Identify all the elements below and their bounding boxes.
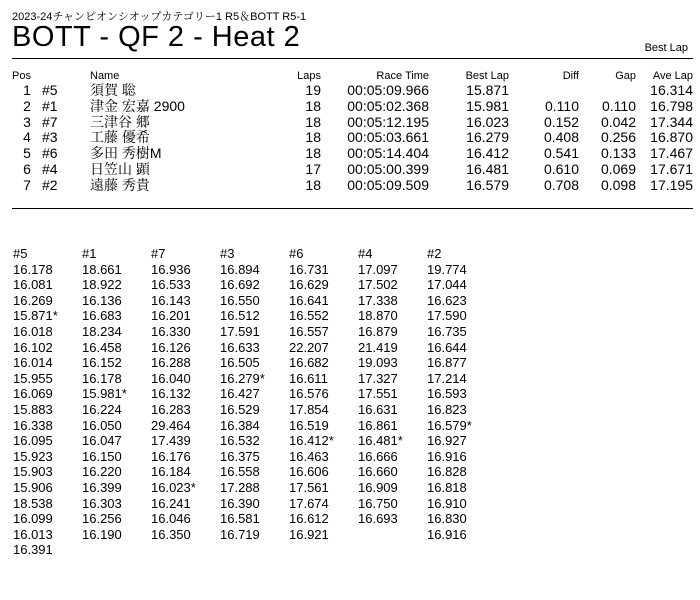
lap-time: 16.095 [13, 433, 53, 449]
lap-time: 16.629 [289, 277, 329, 293]
lap-time: 29.464 [151, 417, 191, 433]
lap-time: 16.152 [82, 355, 122, 371]
result-diff: 0.152 [543, 113, 579, 130]
lap-time: 15.955 [13, 370, 53, 386]
result-race-time: 00:05:03.661 [347, 129, 429, 146]
result-ave-lap: 16.798 [650, 97, 693, 114]
lap-time: 16.552 [289, 308, 329, 324]
lap-time: 16.102 [13, 339, 53, 355]
result-laps: 18 [305, 113, 321, 130]
lap-time: 16.861 [358, 417, 398, 433]
lap-time: 15.923 [13, 448, 53, 464]
result-best-lap: 16.579 [466, 176, 509, 193]
lap-time: 15.871* [13, 308, 58, 324]
lap-time: 17.288 [220, 479, 260, 495]
lap-time: 17.439 [151, 433, 191, 449]
lap-column [82, 246, 151, 558]
lap-time: 17.327 [358, 370, 398, 386]
result-number: #1 [42, 97, 58, 114]
result-name: 日笠山 顕 [90, 160, 150, 177]
lap-time: 16.384 [220, 417, 260, 433]
result-laps: 19 [305, 82, 321, 98]
col-pos: Pos [12, 70, 31, 82]
lap-time: 16.576 [289, 386, 329, 402]
result-pos: 4 [23, 129, 31, 146]
lap-time: 16.399 [82, 479, 122, 495]
lap-time: 16.178 [82, 370, 122, 386]
lap-time: 18.234 [82, 323, 122, 339]
lap-column-kart: #6 [289, 246, 304, 261]
lap-time: 16.190 [82, 526, 122, 542]
lap-time: 16.014 [13, 355, 53, 371]
result-name: 三津谷 郷 [90, 113, 150, 130]
lap-column-kart: #7 [151, 246, 166, 261]
results-divider [12, 208, 693, 209]
result-pos: 3 [23, 113, 31, 130]
lap-time: 16.683 [82, 308, 122, 324]
lap-time: 16.641 [289, 292, 329, 308]
lap-times-grid [13, 246, 496, 558]
lap-time: 16.303 [82, 495, 122, 511]
lap-time: 18.538 [13, 495, 53, 511]
lap-time: 16.936 [151, 261, 191, 277]
result-laps: 18 [305, 97, 321, 114]
result-laps: 18 [305, 145, 321, 162]
lap-time: 16.660 [358, 464, 398, 480]
result-race-time: 00:05:09.966 [347, 82, 429, 98]
lap-time: 16.666 [358, 448, 398, 464]
lap-column [358, 246, 427, 558]
lap-time: 16.330 [151, 323, 191, 339]
lap-time: 16.279* [220, 370, 265, 386]
lap-time: 16.611 [289, 370, 328, 386]
col-name: Name [90, 70, 120, 82]
lap-time: 16.916 [427, 526, 467, 542]
lap-time: 17.044 [427, 277, 467, 293]
lap-time: 16.519 [289, 417, 329, 433]
lap-time: 16.719 [220, 526, 260, 542]
lap-time: 16.463 [289, 448, 329, 464]
lap-time: 16.283 [151, 401, 191, 417]
lap-time: 16.069 [13, 386, 53, 402]
lap-time: 15.981* [82, 386, 127, 402]
result-race-time: 00:05:12.195 [347, 113, 429, 130]
result-number: #4 [42, 160, 58, 177]
result-ave-lap: 17.671 [650, 160, 693, 177]
lap-time: 16.099 [13, 511, 53, 527]
lap-time: 16.013 [13, 526, 53, 542]
lap-time: 15.903 [13, 464, 53, 480]
result-diff: 0.708 [543, 176, 579, 193]
lap-time: 16.018 [13, 323, 53, 339]
lap-time: 17.590 [427, 308, 467, 324]
lap-column [13, 246, 82, 558]
lap-time: 17.591 [220, 323, 260, 339]
result-laps: 18 [305, 129, 321, 146]
col-gap: Gap [615, 70, 636, 82]
lap-time: 16.023* [151, 479, 196, 495]
lap-time: 16.040 [151, 370, 191, 386]
lap-time: 16.879 [358, 323, 398, 339]
lap-time: 16.692 [220, 277, 260, 293]
result-ave-lap: 16.314 [650, 82, 693, 98]
lap-time: 16.529 [220, 401, 260, 417]
lap-time: 16.220 [82, 464, 122, 480]
lap-time: 16.241 [151, 495, 191, 511]
lap-time: 17.214 [427, 370, 467, 386]
lap-column-kart: #1 [82, 246, 97, 261]
lap-time: 16.916 [427, 448, 467, 464]
lap-time: 16.427 [220, 386, 260, 402]
result-best-lap: 16.023 [466, 113, 509, 130]
result-ave-lap: 17.467 [650, 145, 693, 162]
lap-time: 15.906 [13, 479, 53, 495]
lap-time: 22.207 [289, 339, 329, 355]
result-laps: 17 [305, 160, 321, 177]
lap-time: 16.644 [427, 339, 467, 355]
lap-time: 16.581 [220, 511, 260, 527]
lap-time: 16.136 [82, 292, 122, 308]
lap-column [427, 246, 496, 558]
lap-time: 16.558 [220, 464, 260, 480]
lap-time: 16.910 [427, 495, 467, 511]
lap-time: 16.830 [427, 511, 467, 527]
result-race-time: 00:05:02.368 [347, 97, 429, 114]
lap-time: 16.150 [82, 448, 122, 464]
result-pos: 1 [23, 82, 31, 98]
lap-time: 17.561 [289, 479, 329, 495]
best-lap-label: Best Lap [644, 42, 688, 54]
lap-time: 16.894 [220, 261, 260, 277]
result-diff: 0.541 [543, 145, 579, 162]
lap-time: 16.606 [289, 464, 329, 480]
lap-time: 16.412* [289, 433, 334, 449]
lap-time: 16.201 [151, 308, 191, 324]
result-number: #2 [42, 176, 58, 193]
lap-column [220, 246, 289, 558]
result-name: 津金 宏嘉 2900 [90, 97, 185, 114]
result-name: 工藤 優希 [90, 129, 150, 146]
lap-time: 17.502 [358, 277, 398, 293]
table-row [12, 146, 693, 162]
lap-time: 17.338 [358, 292, 398, 308]
lap-time: 16.877 [427, 355, 467, 371]
table-row [12, 99, 693, 115]
result-diff: 0.110 [545, 97, 579, 114]
lap-time: 16.338 [13, 417, 53, 433]
lap-time: 16.579* [427, 417, 472, 433]
results-header-row [12, 69, 693, 83]
result-name: 遠藤 秀貴 [90, 176, 150, 193]
lap-time: 16.481* [358, 433, 403, 449]
lap-time: 19.093 [358, 355, 398, 371]
result-gap: 0.042 [600, 113, 636, 130]
lap-time: 16.176 [151, 448, 191, 464]
lap-time: 16.735 [427, 323, 467, 339]
lap-time: 17.097 [358, 261, 398, 277]
result-ave-lap: 17.195 [650, 176, 693, 193]
lap-time: 16.350 [151, 526, 191, 542]
lap-time: 16.623 [427, 292, 467, 308]
lap-time: 16.750 [358, 495, 398, 511]
lap-time: 16.550 [220, 292, 260, 308]
table-row [12, 178, 693, 194]
result-pos: 5 [23, 145, 31, 162]
lap-time: 17.551 [358, 386, 398, 402]
result-diff: 0.408 [543, 129, 579, 146]
lap-time: 16.505 [220, 355, 260, 371]
lap-time: 16.126 [151, 339, 191, 355]
lap-time: 16.288 [151, 355, 191, 371]
col-race-time: Race Time [376, 70, 429, 82]
result-ave-lap: 16.870 [650, 129, 693, 146]
lap-time: 16.178 [13, 261, 53, 277]
lap-time: 16.458 [82, 339, 122, 355]
lap-time: 16.269 [13, 292, 53, 308]
lap-time: 16.693 [358, 511, 398, 527]
result-gap: 0.069 [600, 160, 636, 177]
lap-time: 16.375 [220, 448, 260, 464]
result-gap: 0.133 [600, 145, 636, 162]
event-subtitle: 2023-24チャンピオンシオップカテゴリー1 R5＆BOTT R5-1 [12, 11, 307, 23]
header-divider [12, 58, 693, 59]
lap-time: 16.132 [151, 386, 191, 402]
lap-time: 16.390 [220, 495, 260, 511]
lap-time: 16.612 [289, 511, 329, 527]
lap-time: 16.224 [82, 401, 122, 417]
result-number: #3 [42, 129, 58, 146]
lap-column-kart: #3 [220, 246, 235, 261]
lap-time: 16.050 [82, 417, 122, 433]
results-table [12, 69, 693, 194]
lap-time: 16.909 [358, 479, 398, 495]
result-pos: 7 [23, 176, 31, 193]
lap-time: 18.661 [82, 261, 122, 277]
lap-time: 16.631 [358, 401, 398, 417]
lap-time: 16.731 [289, 261, 329, 277]
result-name: 須賀 聡 [90, 82, 136, 98]
result-name: 多田 秀樹M [90, 145, 162, 162]
lap-time: 16.818 [427, 479, 467, 495]
lap-column [151, 246, 220, 558]
result-best-lap: 16.481 [466, 160, 509, 177]
result-number: #6 [42, 145, 58, 162]
result-laps: 18 [305, 176, 321, 193]
lap-time: 16.557 [289, 323, 329, 339]
table-row [12, 115, 693, 131]
lap-time: 16.823 [427, 401, 467, 417]
result-race-time: 00:05:00.399 [347, 160, 429, 177]
lap-time: 17.674 [289, 495, 329, 511]
lap-time: 16.828 [427, 464, 467, 480]
lap-time: 16.184 [151, 464, 191, 480]
result-pos: 6 [23, 160, 31, 177]
lap-time: 18.870 [358, 308, 398, 324]
result-best-lap: 15.871 [466, 82, 509, 98]
lap-time: 16.927 [427, 433, 467, 449]
result-gap [579, 83, 636, 99]
lap-time: 16.532 [220, 433, 260, 449]
result-gap: 0.110 [602, 97, 636, 114]
col-laps: Laps [297, 70, 321, 82]
lap-time: 16.682 [289, 355, 329, 371]
lap-time: 16.046 [151, 511, 191, 527]
lap-time: 16.143 [151, 292, 191, 308]
lap-time: 16.047 [82, 433, 122, 449]
result-gap: 0.256 [600, 129, 636, 146]
col-diff: Diff [562, 70, 579, 82]
result-race-time: 00:05:14.404 [347, 145, 429, 162]
lap-time: 16.512 [220, 308, 260, 324]
lap-time: 16.633 [220, 339, 260, 355]
lap-column-kart: #4 [358, 246, 373, 261]
result-number: #7 [42, 113, 58, 130]
lap-column [289, 246, 358, 558]
result-ave-lap: 17.344 [650, 113, 693, 130]
result-diff [509, 83, 579, 99]
results-body [12, 83, 693, 194]
result-gap: 0.098 [600, 176, 636, 193]
result-best-lap: 15.981 [466, 97, 509, 114]
result-race-time: 00:05:09.509 [347, 176, 429, 193]
lap-column-kart: #2 [427, 246, 442, 261]
lap-time: 19.774 [427, 261, 467, 277]
result-best-lap: 16.279 [466, 129, 509, 146]
lap-time: 16.533 [151, 277, 191, 293]
lap-time: 16.391 [13, 542, 53, 558]
lap-time: 16.081 [13, 277, 53, 293]
result-number: #5 [42, 82, 58, 98]
lap-time: 15.883 [13, 401, 53, 417]
lap-time: 21.419 [358, 339, 398, 355]
col-ave-lap: Ave Lap [652, 70, 693, 82]
lap-time: 16.256 [82, 511, 122, 527]
col-best-lap: Best Lap [465, 70, 509, 82]
lap-time: 16.593 [427, 386, 467, 402]
table-row [12, 83, 693, 99]
result-diff: 0.610 [543, 160, 579, 177]
lap-time: 18.922 [82, 277, 122, 293]
lap-time: 16.921 [289, 526, 329, 542]
lap-time: 17.854 [289, 401, 329, 417]
table-row [12, 162, 693, 178]
col-number [42, 69, 90, 83]
result-pos: 2 [23, 97, 31, 114]
table-row [12, 130, 693, 146]
page-title: BOTT - QF 2 - Heat 2 [12, 21, 301, 53]
lap-column-kart: #5 [13, 246, 28, 261]
result-best-lap: 16.412 [466, 145, 509, 162]
